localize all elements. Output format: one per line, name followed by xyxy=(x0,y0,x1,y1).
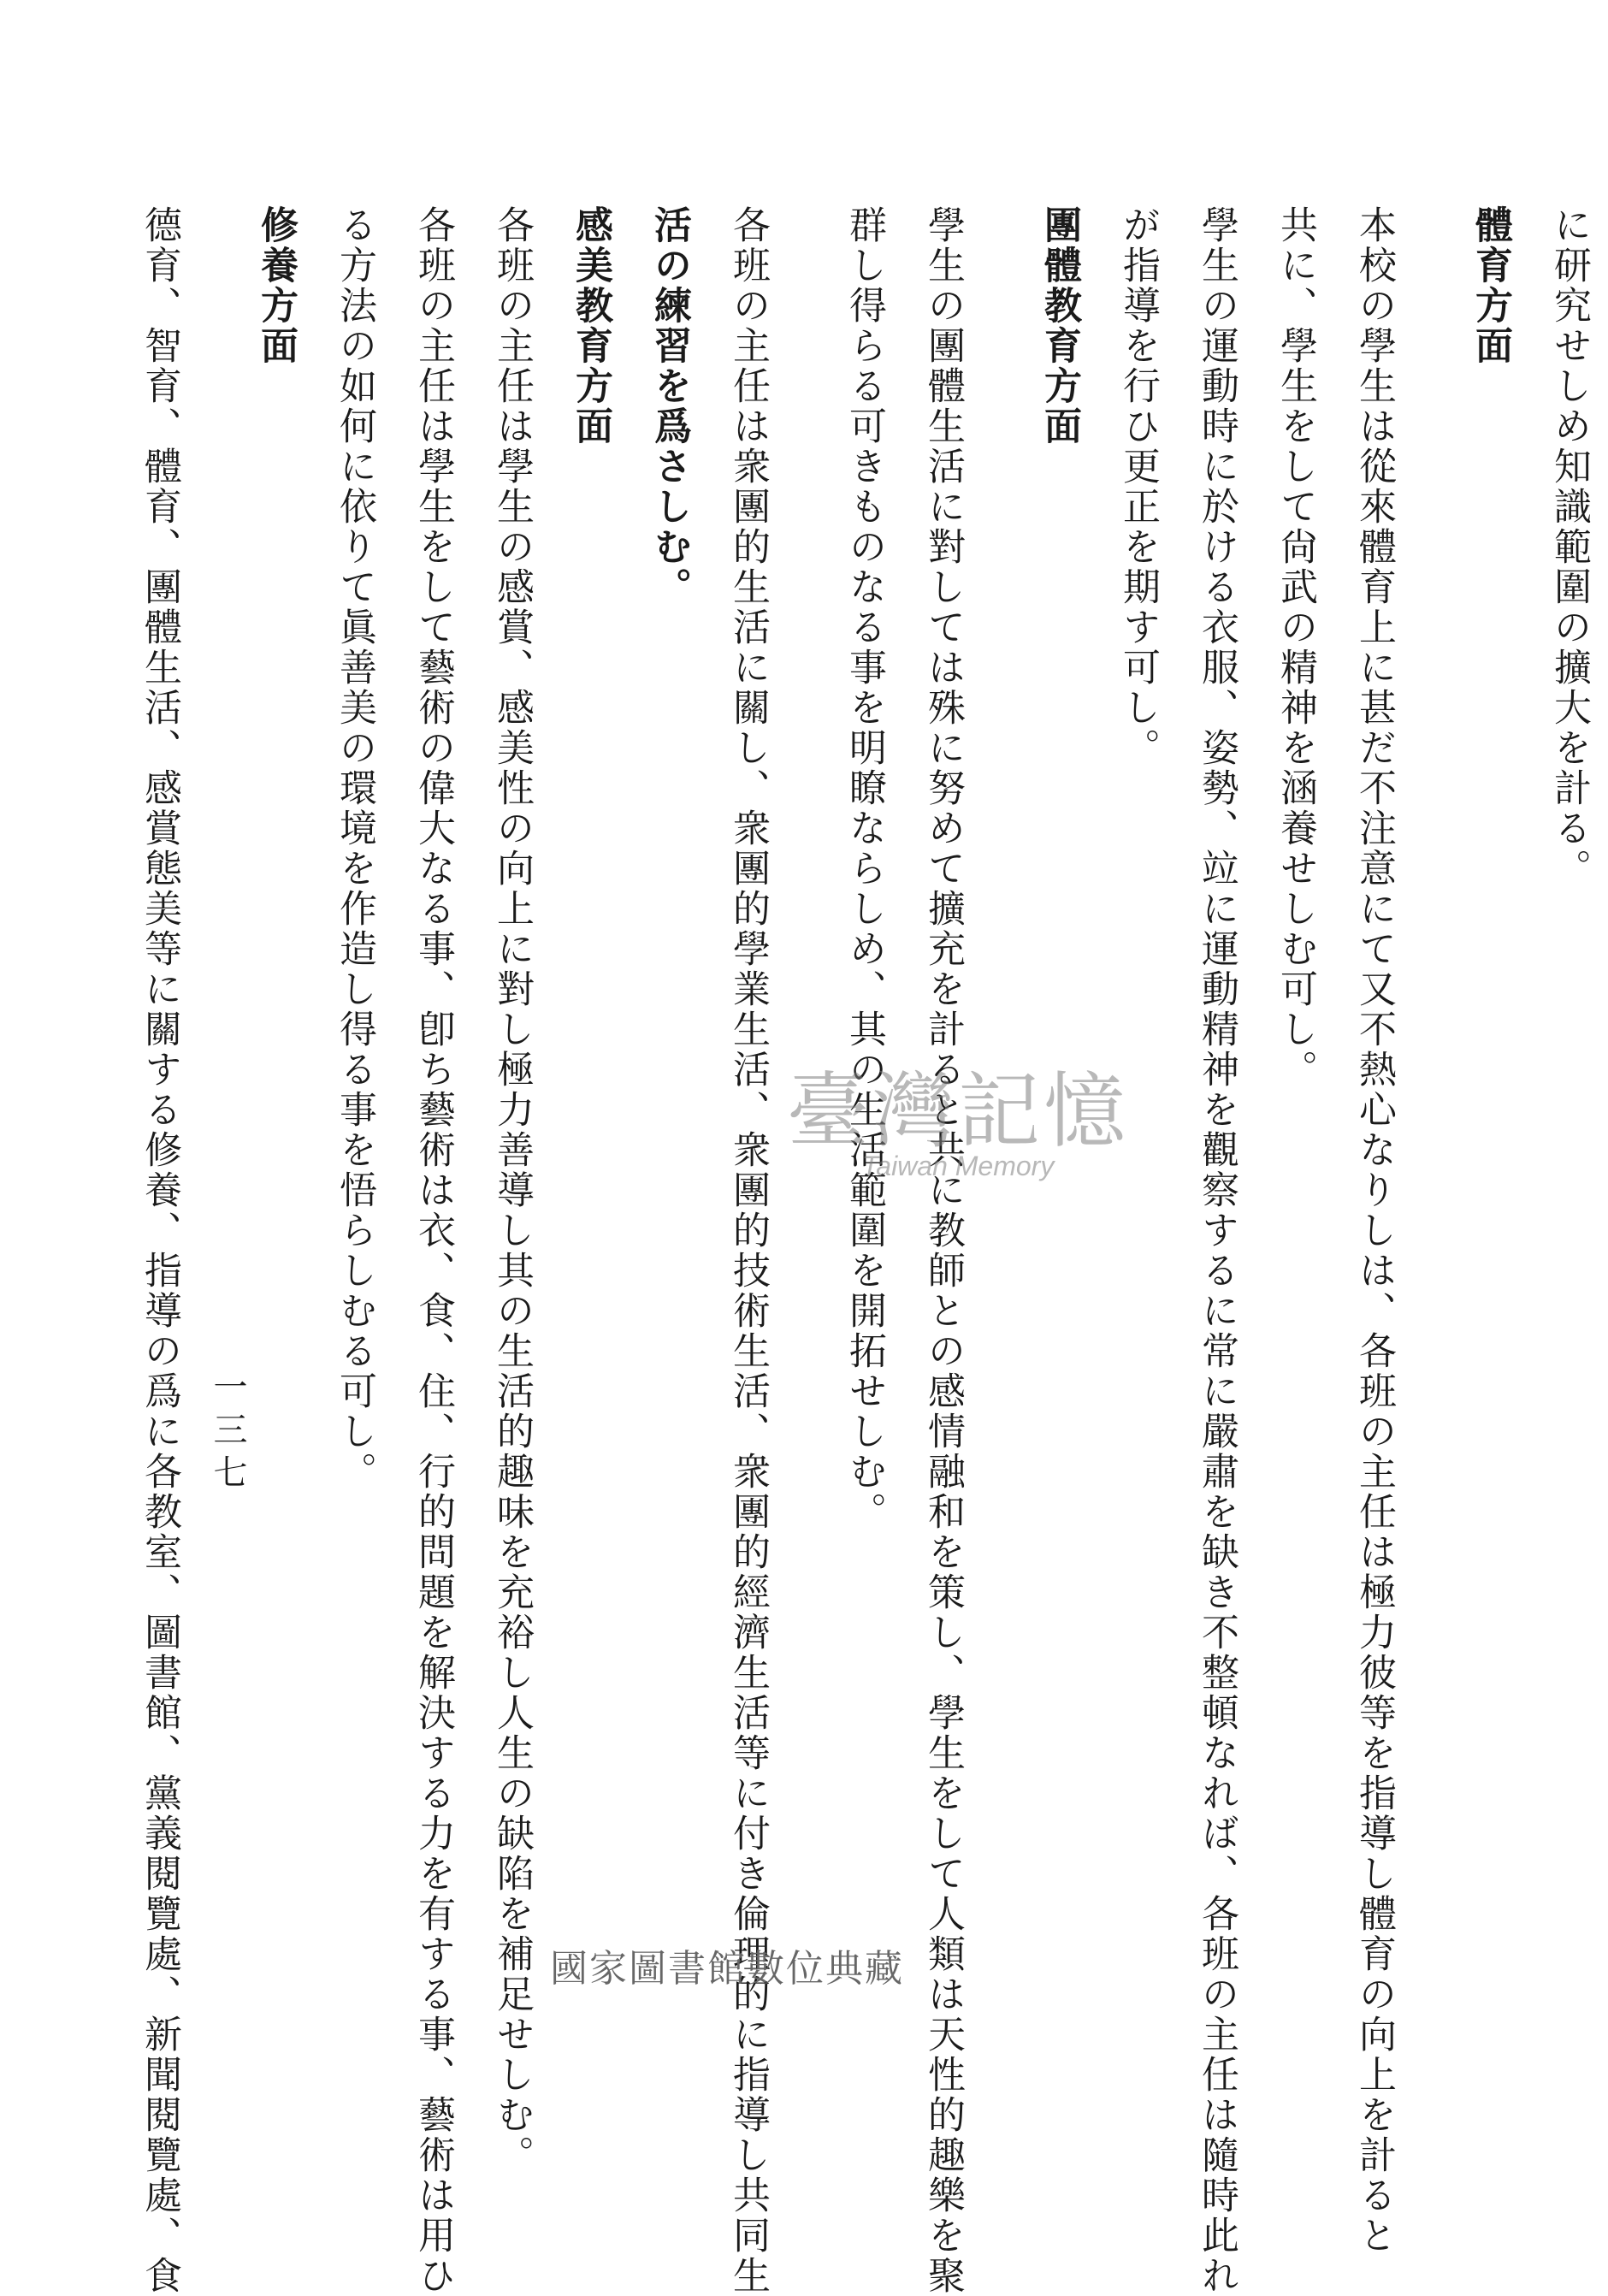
footer-caption: 國家圖書館數位典藏 xyxy=(550,1947,904,1991)
text-line: が指導を行ひ更正を期す可し。 xyxy=(1116,205,1160,768)
text-line: 德育、智育、體育、團體生活、感賞態美等に關する修養、指導の爲に各教室、圖書館、黨義閱覽處、新聞閱覽處、食 xyxy=(138,205,181,2296)
text-line: 學生の團體生活に對しては殊に努めて擴充を計ると共に教師との感情融和を策し、學生をして人類は天性的趣樂を聚 xyxy=(921,205,965,2296)
text-line: 學生の運動時に於ける衣服、姿勢、竝に運動精神を觀察するに常に嚴肅を缺き不整頓なれば、各班の主任は隨時此れ xyxy=(1195,205,1239,2296)
section-heading-group-education: 團體教育方面 xyxy=(1038,205,1081,447)
text-line: 群し得らる可きものなる事を明瞭ならしめ、其の生活範圍を開拓せしむ。 xyxy=(842,205,886,1532)
section-heading-cultivation: 修養方面 xyxy=(254,205,298,366)
section-heading-physical-education: 體育方面 xyxy=(1469,205,1512,366)
text-line: る方法の如何に依りて眞善美の環境を作造し得る事を悟らしむる可し。 xyxy=(333,205,376,1492)
page-number: 一三七 xyxy=(208,1369,247,1497)
section-heading-aesthetic-education: 感美教育方面 xyxy=(569,205,612,447)
text-line: 本校の學生は從來體育上に甚だ不注意にて又不熱心なりしは、各班の主任は極力彼等を指導し體育の向上を計ると xyxy=(1352,205,1396,2256)
text-line: 各班の主任は衆團的生活に關し、衆團的學業生活、衆團的技術生活、衆團的經濟生活等に付き倫理的に指導し共同生 xyxy=(726,205,770,2296)
text-line: 活の練習を爲さしむ。 xyxy=(647,205,691,607)
text-line: 各班の主任は學生の感賞、感美性の向上に對し極力善導し其の生活的趣味を充裕し人生の缺陷を補足せしむ。 xyxy=(490,205,534,2175)
watermark-subtitle: Taiwan Memory xyxy=(861,1151,1055,1181)
text-line: に研究せしめ知識範圍の擴大を計る。 xyxy=(1547,205,1591,889)
watermark-title: 臺灣記憶 xyxy=(787,1063,1129,1159)
text-line: 共に、學生をして尙武の精神を涵養せしむ可し。 xyxy=(1274,205,1317,1090)
text-line: 各班の主任は學生をして藝術の偉大なる事、卽ち藝術は衣、食、住、行的問題を解決する力を有する事、藝術は用ひ xyxy=(411,205,455,2296)
